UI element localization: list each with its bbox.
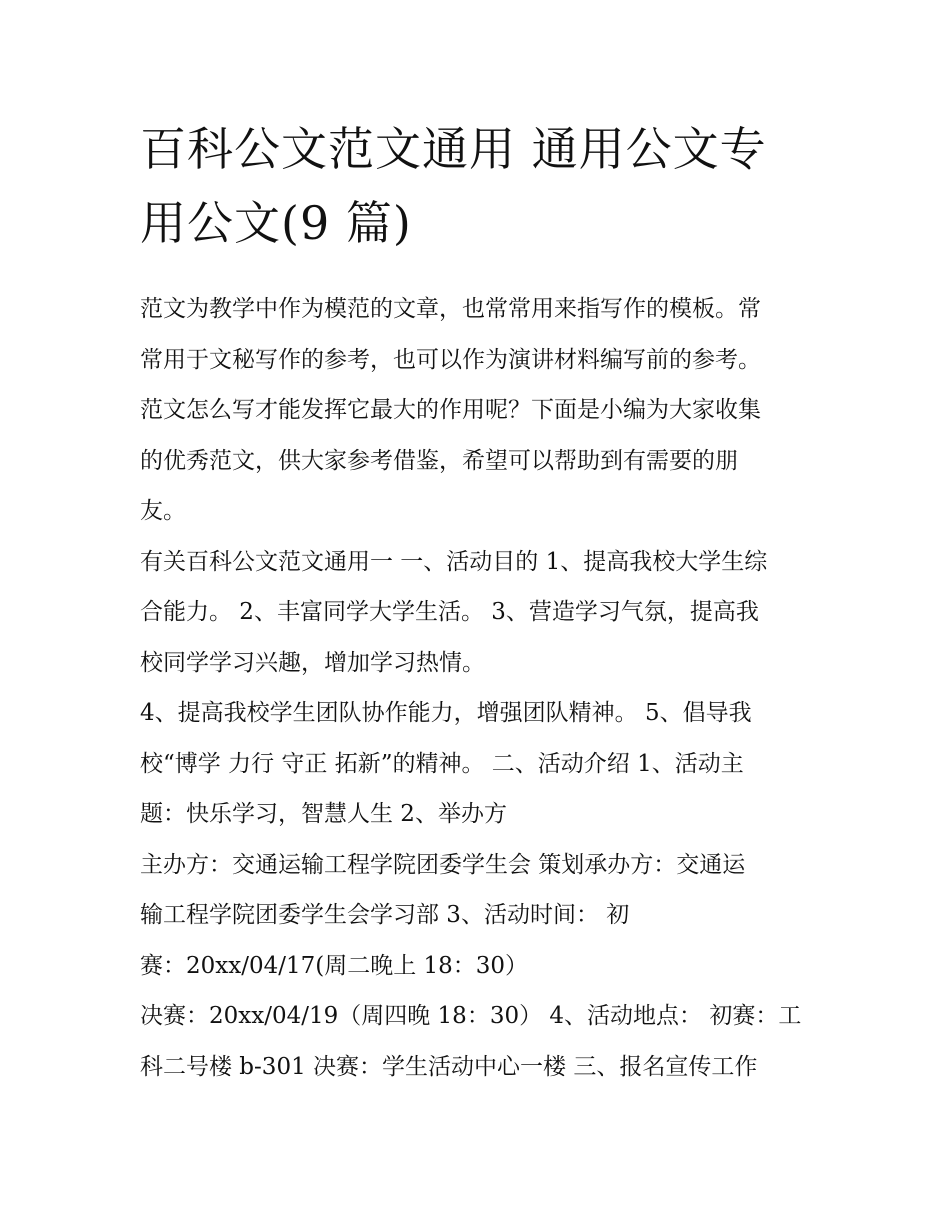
- text-line: 赛：20xx/04/17(周二晚上 18：30）: [140, 952, 529, 979]
- text-line: 范文为教学中作为模范的文章，也常常用来指写作的模板。常: [140, 296, 761, 322]
- text-line: 合能力。 2、丰富同学大学生活。 3、营造学习气氛，提高我: [140, 599, 759, 625]
- text-line: 常用于文秘写作的参考，也可以作为演讲材料编写前的参考。: [140, 346, 761, 373]
- title-line: 用公文(9 篇): [140, 196, 412, 250]
- body-paragraph: [140, 537, 820, 689]
- text-line: 输工程学院团委学生会学习部 3、活动时间： 初: [140, 902, 630, 928]
- body-paragraph: [140, 991, 820, 1092]
- intro-paragraph: [140, 284, 820, 537]
- title-line: 百科公文范文通用 通用公文专: [140, 122, 767, 176]
- body-paragraph: [140, 688, 820, 840]
- text-line: 的优秀范文，供大家参考借鉴，希望可以帮助到有需要的朋: [140, 447, 738, 474]
- text-line: 主办方：交通运输工程学院团委学生会 策划承办方：交通运: [140, 851, 746, 878]
- text-line: 题：快乐学习，智慧人生 2、举办方: [140, 801, 507, 827]
- text-line: 科二号楼 b-301 决赛：学生活动中心一楼 三、报名宣传工作: [140, 1053, 758, 1080]
- text-line: 校“博学 力行 守正 拓新”的精神。 二、活动介绍 1、活动主: [140, 750, 744, 777]
- text-line: 决赛：20xx/04/19（周四晚 18：30） 4、活动地点： 初赛：工: [140, 1003, 802, 1029]
- body-paragraph: [140, 941, 820, 992]
- body-paragraph: [140, 840, 820, 941]
- document-page: [140, 112, 820, 1092]
- text-line: 友。: [140, 498, 186, 524]
- text-line: 4、提高我校学生团队协作能力，增强团队精神。 5、倡导我: [140, 700, 752, 726]
- text-line: 校同学学习兴趣，增加学习热情。: [140, 649, 485, 676]
- text-line: 有关百科公文范文通用一 一、活动目的 1、提高我校大学生综: [140, 548, 768, 575]
- document-title: [140, 112, 820, 260]
- text-line: 范文怎么写才能发挥它最大的作用呢？下面是小编为大家收集: [140, 397, 761, 423]
